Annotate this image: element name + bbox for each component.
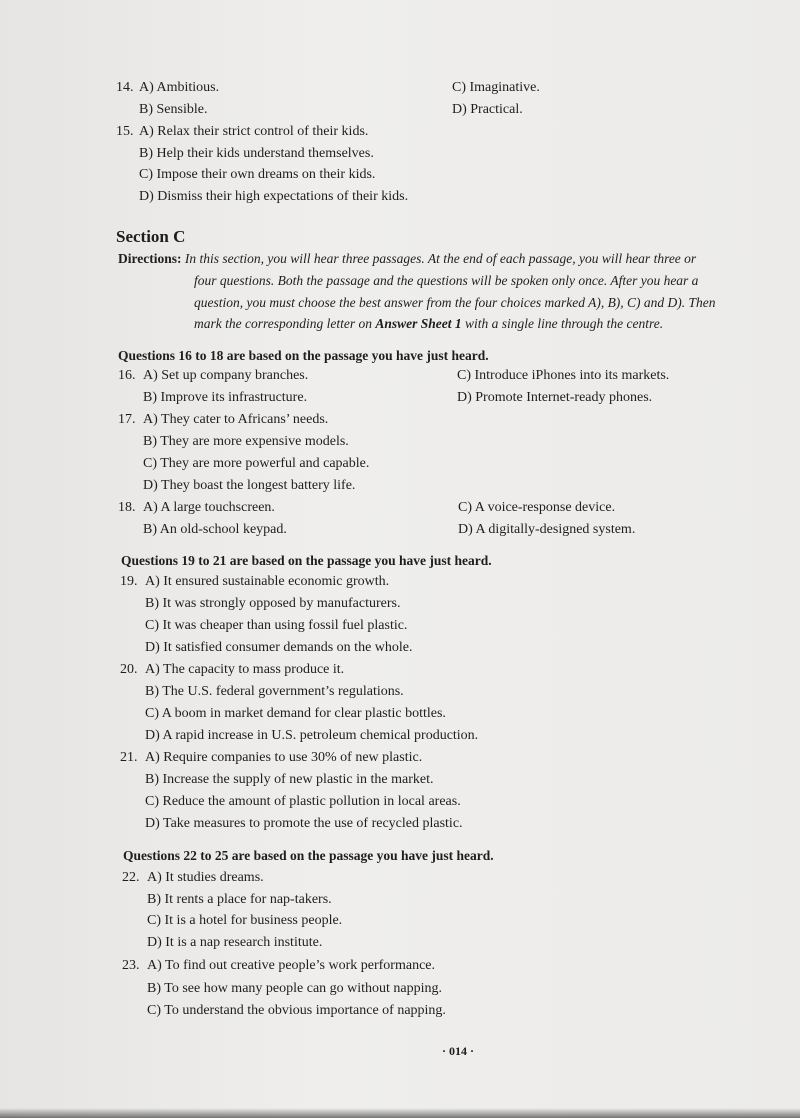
option-b: B) Help their kids understand themselves. (139, 146, 374, 161)
option-a: A) Require companies to use 30% of new plastic. (145, 750, 423, 765)
question-number: 14. (116, 80, 134, 95)
question-number: 21. (120, 750, 138, 765)
option-d: D) They boast the longest battery life. (143, 478, 356, 493)
page-number: · 014 · (442, 1044, 475, 1058)
option-c: C) A voice-response device. (458, 500, 616, 515)
option-a: A) Set up company branches. (143, 368, 309, 383)
question-number: 22. (122, 870, 140, 885)
directions-line-2: four questions. Both the passage and the questions will be spoken only once. After you hear a (194, 273, 699, 288)
directions-line-1: In this section, you will hear three passages. At the end of each passage, you will hear three or (184, 251, 697, 266)
question-group-heading: Questions 16 to 18 are based on the passage you have just heard. (118, 348, 489, 363)
option-d: D) Take measures to promote the use of recycled plastic. (145, 816, 463, 831)
question-group-heading: Questions 19 to 21 are based on the passage you have just heard. (121, 553, 492, 568)
option-b: B) Increase the supply of new plastic in the market. (145, 772, 434, 787)
option-a: A) To find out creative people’s work performance. (147, 958, 435, 973)
question-number: 17. (118, 412, 136, 427)
option-b: B) An old-school keypad. (143, 522, 287, 537)
option-b: B) Sensible. (139, 102, 208, 117)
option-c: C) It was cheaper than using fossil fuel plastic. (145, 618, 408, 633)
option-a: A) Ambitious. (139, 80, 220, 95)
option-a: A) They cater to Africans’ needs. (143, 412, 329, 427)
directions-text: with a single line through the centre. (461, 316, 664, 331)
option-d: D) Dismiss their high expectations of their kids. (139, 189, 409, 204)
option-a: A) A large touchscreen. (143, 500, 275, 515)
question-number: 19. (120, 574, 138, 589)
option-b: B) Improve its infrastructure. (143, 390, 308, 405)
option-c: C) It is a hotel for business people. (147, 913, 343, 928)
option-c: C) Impose their own dreams on their kids. (139, 167, 376, 182)
option-c: C) Reduce the amount of plastic pollution in local areas. (145, 794, 461, 809)
question-number: 16. (118, 368, 136, 383)
option-b: B) It rents a place for nap-takers. (147, 892, 332, 907)
option-d: D) Promote Internet-ready phones. (457, 390, 653, 405)
question-number: 18. (118, 500, 136, 515)
question-number: 20. (120, 662, 138, 677)
option-c: C) Imaginative. (452, 80, 540, 95)
option-b: B) To see how many people can go without napping. (147, 981, 443, 996)
option-b: B) It was strongly opposed by manufacturers. (145, 596, 401, 611)
section-title: Section C (116, 227, 186, 246)
option-d: D) It is a nap research institute. (147, 935, 323, 950)
directions-line-4 (194, 316, 663, 332)
question-number: 23. (122, 958, 140, 973)
option-b: B) The U.S. federal government’s regulations. (145, 684, 404, 699)
option-a: A) It studies dreams. (147, 870, 264, 885)
directions-line-3: question, you must choose the best answer from the four choices marked A), B), C) and D). Then (194, 295, 716, 310)
option-d: D) A digitally-designed system. (458, 522, 636, 537)
option-d: D) Practical. (452, 102, 523, 117)
answer-sheet-ref: Answer Sheet 1 (375, 316, 462, 331)
option-a: A) It ensured sustainable economic growth. (145, 574, 390, 589)
page-edge-shadow (0, 1108, 800, 1118)
directions-block (118, 251, 696, 267)
directions-label: Directions: (118, 251, 182, 266)
option-c: C) They are more powerful and capable. (143, 456, 370, 471)
option-d: D) A rapid increase in U.S. petroleum chemical production. (145, 728, 479, 743)
directions-text: mark the corresponding letter on (194, 316, 376, 331)
option-d: D) It satisfied consumer demands on the whole. (145, 640, 413, 655)
option-c: C) Introduce iPhones into its markets. (457, 368, 670, 383)
question-group-heading: Questions 22 to 25 are based on the passage you have just heard. (123, 848, 494, 863)
option-b: B) They are more expensive models. (143, 434, 349, 449)
option-a: A) The capacity to mass produce it. (145, 662, 345, 677)
option-c: C) To understand the obvious importance of napping. (147, 1003, 446, 1018)
option-c: C) A boom in market demand for clear plastic bottles. (145, 706, 446, 721)
question-number: 15. (116, 124, 134, 139)
option-a: A) Relax their strict control of their kids. (139, 124, 369, 139)
